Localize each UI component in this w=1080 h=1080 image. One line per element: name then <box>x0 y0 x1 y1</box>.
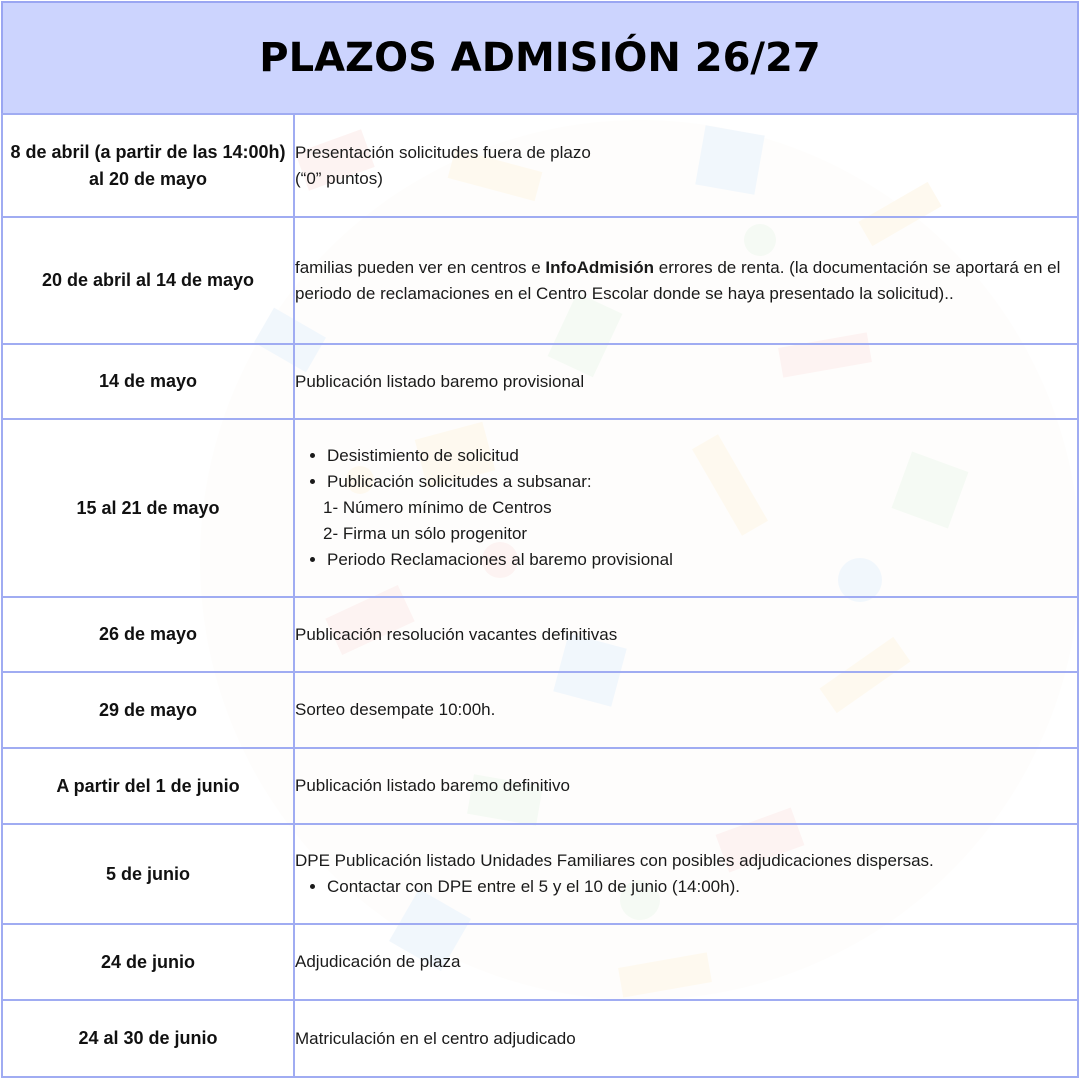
date-cell: 24 de junio <box>2 924 294 1000</box>
infoadmision-highlight: InfoAdmisión <box>545 257 655 277</box>
date-cell: 20 de abril al 14 de mayo <box>2 217 294 344</box>
bullet-list <box>295 443 1077 495</box>
title-banner <box>1 1 1079 115</box>
description-text: errores de renta. (la documentación se aportará en el periodo de reclamaciones en el Centro Escolar donde se haya presentado la solicitud).. <box>295 257 1061 303</box>
list-item <box>327 469 1077 495</box>
date-cell: 24 al 30 de junio <box>2 1000 294 1077</box>
date-cell: 14 de mayo <box>2 344 294 419</box>
description-line: Presentación solicitudes fuera de plazo <box>295 142 591 162</box>
numbered-item: 2- Firma un sólo progenitor <box>323 524 528 543</box>
description-paragraph <box>295 255 1077 307</box>
description-cell <box>294 419 1078 597</box>
numbered-item: 1- Número mínimo de Centros <box>323 498 552 517</box>
bullet-list <box>295 547 1077 573</box>
table-row <box>2 597 1078 672</box>
table-row <box>2 114 1078 217</box>
bullet-list <box>295 874 1077 900</box>
description-cell: Sorteo desempate 10:00h. <box>294 672 1078 748</box>
description-cell: Matriculación en el centro adjudicado <box>294 1000 1078 1077</box>
description-cell <box>294 217 1078 344</box>
description-cell <box>294 824 1078 924</box>
date-cell: 15 al 21 de mayo <box>2 419 294 597</box>
description-cell <box>294 114 1078 217</box>
table-row <box>2 924 1078 1000</box>
table-row <box>2 1000 1078 1077</box>
description-text: familias pueden ver en centros e <box>295 257 546 277</box>
table-row <box>2 217 1078 344</box>
date-cell: 8 de abril (a partir de las 14:00h) al 20 de mayo <box>2 114 294 217</box>
list-item: • Desistimiento de solicitud <box>327 443 1077 469</box>
description-cell: Adjudicación de plaza <box>294 924 1078 1000</box>
list-item: • Periodo Reclamaciones al baremo provisional <box>327 547 1077 573</box>
table-row <box>2 748 1078 824</box>
date-cell: 5 de junio <box>2 824 294 924</box>
table-row <box>2 672 1078 748</box>
description-cell: Publicación listado baremo definitivo <box>294 748 1078 824</box>
list-item: • Contactar con DPE entre el 5 y el 10 de junio (14:00h). <box>327 874 1077 900</box>
deadlines-table <box>1 113 1079 1078</box>
table-row <box>2 419 1078 597</box>
date-cell: A partir del 1 de junio <box>2 748 294 824</box>
description-cell: Publicación listado baremo provisional <box>294 344 1078 419</box>
description-line: DPE Publicación listado Unidades Familiares con posibles adjudicaciones dispersas. <box>295 851 934 870</box>
table-row <box>2 344 1078 419</box>
description-line: (“0” puntos) <box>295 168 383 188</box>
list-item-text: Publicación solicitudes a subsanar: <box>327 472 592 491</box>
date-cell: 29 de mayo <box>2 672 294 748</box>
description-cell: Publicación resolución vacantes definitivas <box>294 597 1078 672</box>
date-cell: 26 de mayo <box>2 597 294 672</box>
page-title: PLAZOS ADMISIÓN 26/27 <box>259 35 821 81</box>
table-row <box>2 824 1078 924</box>
